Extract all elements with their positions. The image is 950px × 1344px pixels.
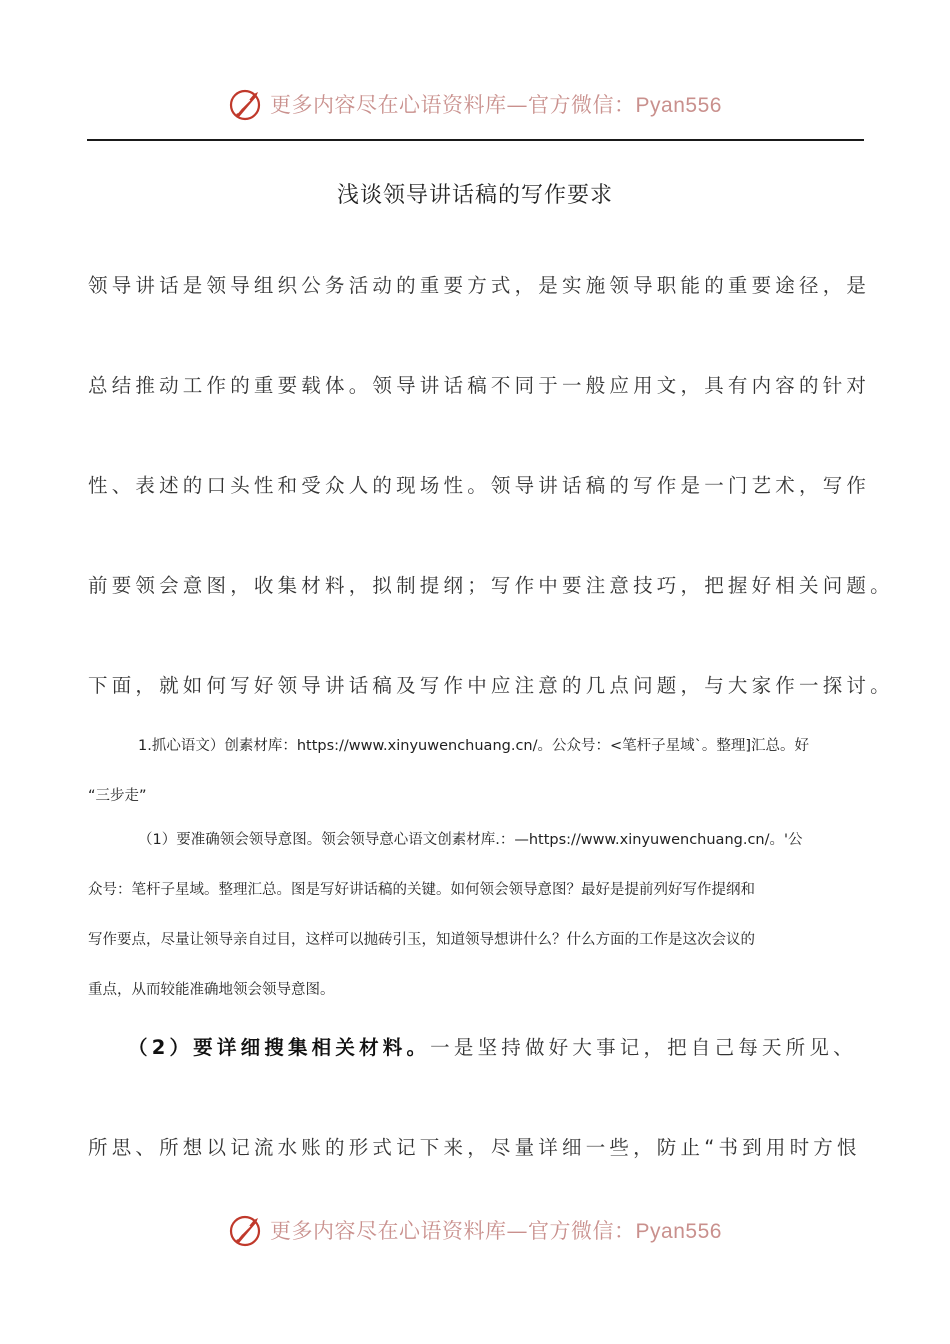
item1-line-4: 重点，从而较能准确地领会领导意图。 [88,982,335,998]
quill-logo-icon [228,86,264,122]
intro-line-5: 下面，就如何写好领导讲话稿及写作中应注意的几点问题，与大家作一探讨。 [88,674,894,697]
intro-line-1: 领导讲话是领导组织公务活动的重要方式，是实施领导职能的重要途径，是 [88,274,871,297]
intro-line-3: 性、表述的口头性和受众人的现场性。领导讲话稿的写作是一门艺术，写作 [88,474,871,497]
wechat-id: Pyan556 [635,1220,722,1243]
intro-line-4: 前要领会意图，收集材料，拟制提纲；写作中要注意技巧，把握好相关问题。 [88,574,894,597]
intro-line-2: 总结推动工作的重要载体。领导讲话稿不同于一般应用文，具有内容的针对 [88,374,871,397]
section1-line-2: “三步走” [88,788,147,804]
banner-slogan: 更多内容尽在心语资料库—官方微信： [270,93,636,117]
header-divider [87,139,864,141]
item1-line-1: （1）要准确领会领导意图。领会领导意心语文创素材库.：—https://www.xinyuwenchuang.cn/。'公 [138,832,803,848]
footer-banner [0,1208,950,1252]
document-title: 浅谈领导讲话稿的写作要求 [336,183,613,208]
banner-slogan: 更多内容尽在心语资料库—官方微信： [270,1219,636,1243]
header-banner-text [270,89,722,119]
wechat-id: Pyan556 [635,94,722,117]
item2-line-1 [128,1033,868,1063]
header-banner [0,82,950,126]
section1-line-1: 1.抓心语文）创素材库：https://www.xinyuwenchuang.cn/。公众号：<笔杆子星域`。整理]汇总。好 [138,738,810,754]
item2-heading: （2）要详细搜集相关材料。 [128,1036,431,1059]
item2-line-1-rest: 一是坚持做好大事记，把自己每天所见、 [430,1036,857,1059]
item2-line-2: 所思、所想以记流水账的形式记下来，尽量详细一些，防止“书到用时方恨 [88,1136,861,1159]
quill-logo-icon [228,1212,264,1248]
item1-line-3: 写作要点，尽量让领导亲自过目，这样可以抛砖引玉，知道领导想讲什么？什么方面的工作是这次会议的 [88,932,755,948]
item1-line-2: 众号：笔杆子星域。整理汇总。图是写好讲话稿的关键。如何领会领导意图？最好是提前列好写作提纲和 [88,882,755,898]
footer-banner-text [270,1215,722,1245]
